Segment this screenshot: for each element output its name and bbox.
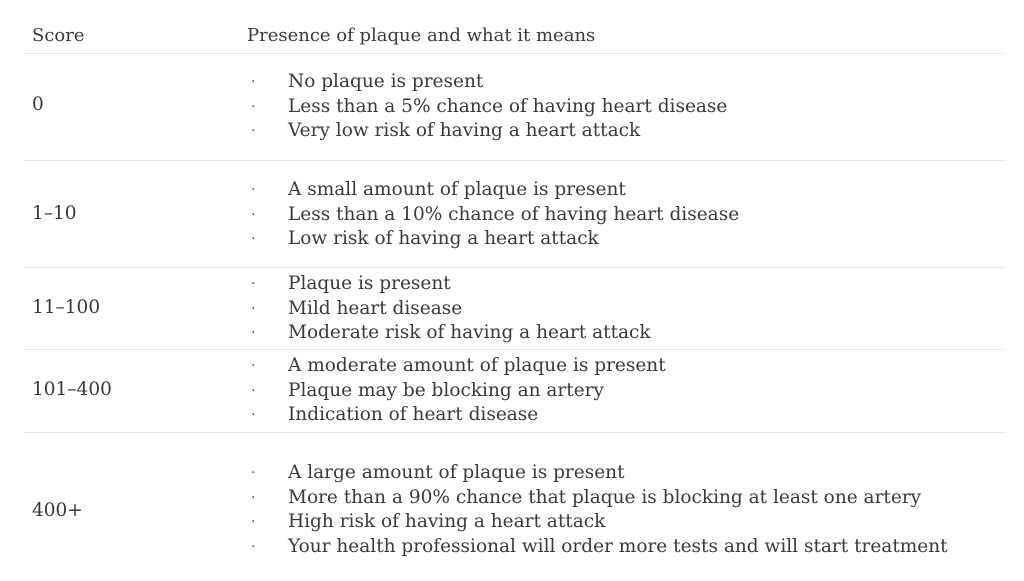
table-row: 0 · No plaque is present · Less than a 5% chance of having heart disease · Very low risk of having a heart attack — [24, 54, 1006, 161]
bullet-icon: · — [251, 276, 256, 292]
header-meaning: Presence of plaque and what it means — [247, 25, 596, 46]
bullet-icon: · — [251, 465, 256, 481]
table-row: 11–100 · Plaque is present · Mild heart disease · Moderate risk of having a heart attack — [24, 268, 1006, 350]
score-cell: 101–400 — [32, 379, 112, 400]
table-row: 1–10 · A small amount of plaque is present · Less than a 10% chance of having heart disease · Low risk of having a heart attack — [24, 161, 1006, 268]
bullet-icon: · — [251, 182, 256, 198]
table-row: 101–400 · A moderate amount of plaque is present · Plaque may be blocking an artery · Indication of heart disease — [24, 350, 1006, 433]
score-cell: 11–100 — [32, 297, 101, 318]
bullet-icon: · — [251, 382, 256, 399]
bullet-icon: · — [251, 123, 256, 140]
header-score: Score — [32, 25, 85, 46]
bullet-icon: · — [251, 489, 256, 506]
bullet-icon: · — [251, 325, 256, 342]
bullet-icon: · — [251, 407, 256, 424]
score-cell: 1–10 — [32, 203, 77, 224]
calcium-score-table — [24, 0, 1006, 581]
bullet-icon: · — [251, 514, 256, 531]
bullet-icon: · — [251, 231, 256, 248]
score-cell: 0 — [32, 94, 44, 115]
bullet-icon: · — [251, 98, 256, 115]
bullet-icon: · — [251, 74, 256, 90]
table-header — [24, 0, 1006, 54]
table-row: 400+ · A large amount of plaque is present · More than a 90% chance that plaque is blocking at least one artery · High risk of having a heart attack · Your health professional will order more tests and will start treatment — [24, 433, 1006, 581]
score-cell: 400+ — [32, 500, 83, 521]
bullet-icon: · — [251, 539, 256, 556]
bullet-icon: · — [251, 206, 256, 223]
bullet-icon: · — [251, 300, 256, 317]
bullet-icon: · — [251, 358, 256, 374]
